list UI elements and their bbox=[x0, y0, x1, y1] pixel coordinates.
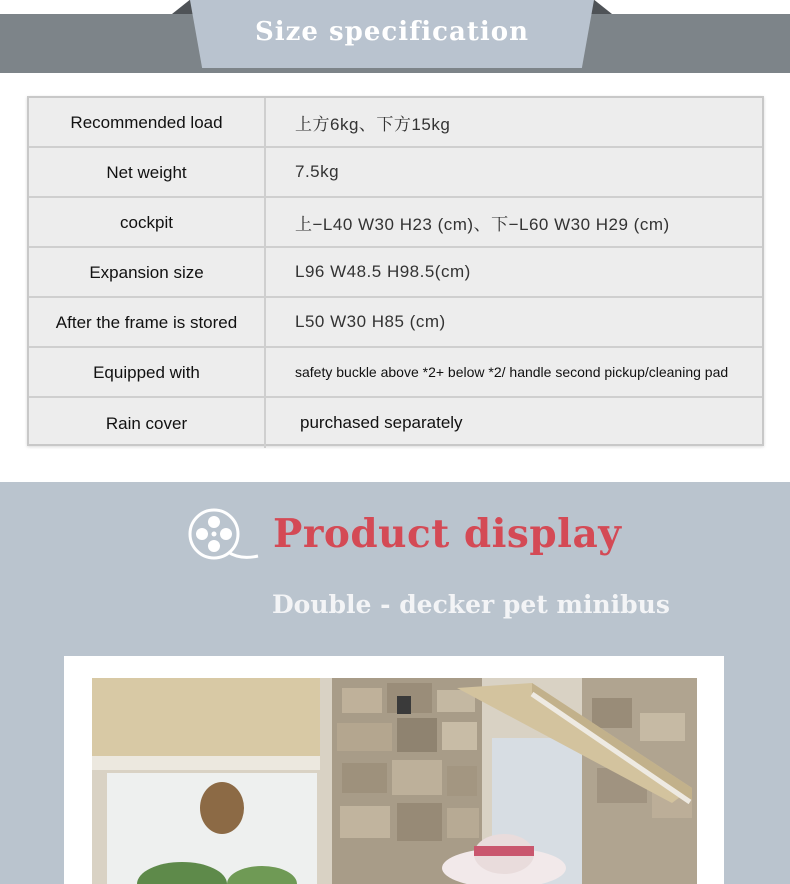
row-label: Expansion size bbox=[29, 248, 266, 296]
row-value: L50 W30 H85 (cm) bbox=[295, 312, 446, 331]
table-row bbox=[29, 198, 762, 248]
section-title: Size specification bbox=[255, 17, 529, 47]
row-value: L96 W48.5 H98.5(cm) bbox=[295, 262, 471, 281]
product-display-title: Product display bbox=[273, 511, 622, 557]
row-value: purchased separately bbox=[300, 413, 463, 432]
product-subtitle: Double - decker pet minibus bbox=[272, 590, 670, 619]
row-label: cockpit bbox=[29, 198, 266, 246]
size-specification-header bbox=[0, 0, 790, 73]
row-label: After the frame is stored bbox=[29, 298, 266, 346]
row-label: Recommended load bbox=[29, 98, 266, 146]
table-row bbox=[29, 248, 762, 298]
row-value: 7.5kg bbox=[295, 162, 340, 181]
spec-table bbox=[27, 96, 764, 446]
product-photo bbox=[92, 678, 697, 884]
row-value: 上方6kg、下方15kg bbox=[295, 114, 451, 134]
film-reel-icon bbox=[188, 508, 260, 560]
table-row bbox=[29, 398, 762, 448]
table-row bbox=[29, 148, 762, 198]
table-row bbox=[29, 298, 762, 348]
row-label: Equipped with bbox=[29, 348, 266, 396]
row-value: safety buckle above *2+ below *2/ handle second pickup/cleaning pad bbox=[295, 364, 729, 380]
table-row bbox=[29, 348, 762, 398]
table-row bbox=[29, 98, 762, 148]
product-photo-illustration bbox=[92, 678, 697, 884]
row-label: Rain cover bbox=[29, 398, 266, 448]
row-label: Net weight bbox=[29, 148, 266, 196]
row-value: 上−L40 W30 H23 (cm)、下−L60 W30 H29 (cm) bbox=[295, 214, 670, 234]
